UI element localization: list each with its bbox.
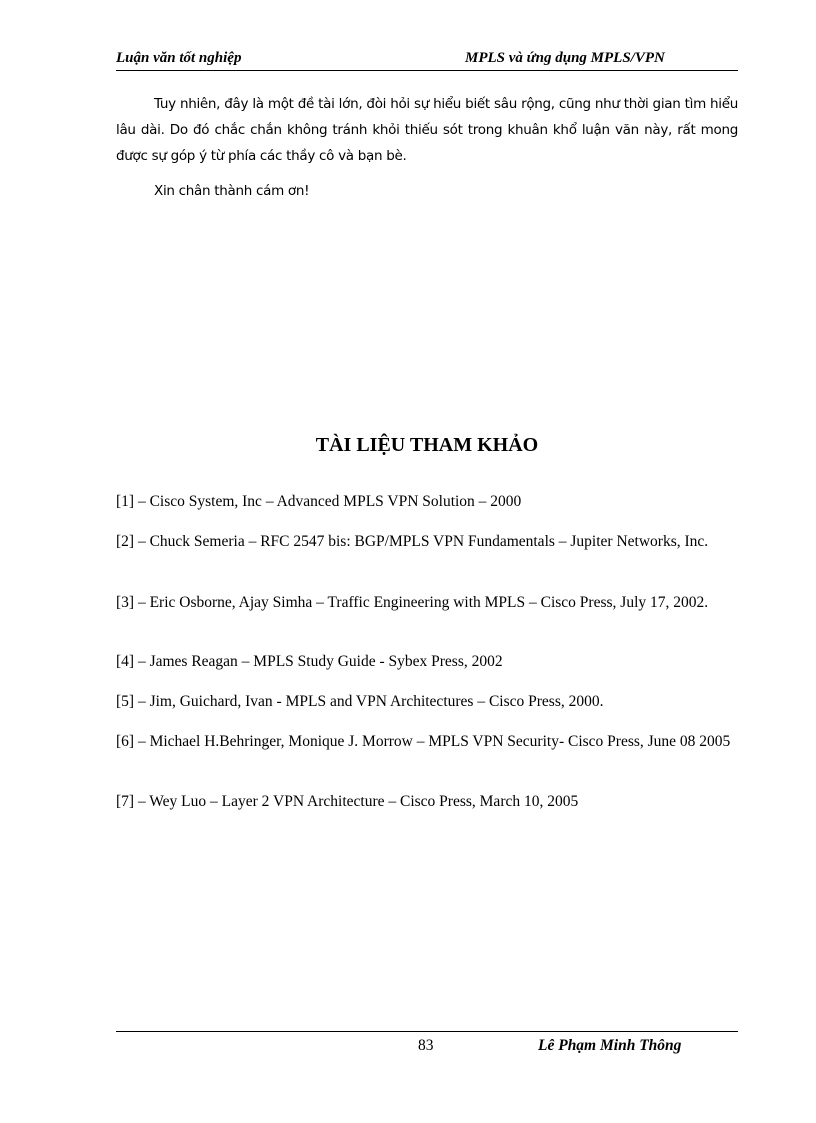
author-name: Lê Phạm Minh Thông <box>538 1037 682 1054</box>
reference-item-4: [4] – James Reagan – MPLS Study Guide - Sybex Press, 2002 <box>116 653 503 670</box>
page-number: 83 <box>418 1037 434 1054</box>
reference-item-5: [5] – Jim, Guichard, Ivan - MPLS and VPN Architectures – Cisco Press, 2000. <box>116 693 604 710</box>
reference-item-1: [1] – Cisco System, Inc – Advanced MPLS VPN Solution – 2000 <box>116 493 522 510</box>
reference-item-7: [7] – Wey Luo – Layer 2 VPN Architecture – Cisco Press, March 10, 2005 <box>116 793 579 810</box>
references-title: TÀI LIỆU THAM KHẢO <box>315 434 539 456</box>
header-thesis-topic: MPLS và ứng dụng MPLS/VPN <box>465 50 665 66</box>
reference-item-3: [3] – Eric Osborne, Ajay Simha – Traffic Engineering with MPLS – Cisco Press, July 17, 2002. <box>116 594 709 611</box>
reference-item-2: [2] – Chuck Semeria – RFC 2547 bis: BGP/MPLS VPN Fundamentals – Jupiter Networks, Inc. <box>116 533 709 550</box>
closing-thanks: Xin chân thành cám ơn! <box>154 183 310 199</box>
page-footer <box>116 1031 738 1058</box>
reference-item-6: [6] – Michael H.Behringer, Monique J. Morrow – MPLS VPN Security- Cisco Press, June 08 2005 <box>116 733 731 750</box>
page-header <box>116 48 738 71</box>
header-thesis-label: Luận văn tốt nghiệp <box>116 50 242 66</box>
body-paragraph: Tuy nhiên, đây là một đề tài lớn, đòi hỏi sự hiểu biết sâu rộng, cũng như thời gian tìm hiểu lâu dài. Do đó chắc chắn không tránh khỏi thiếu sót trong khuân khổ luận văn này, rất mong được sự góp ý từ phía các thầy cô và bạn bè. <box>116 96 738 164</box>
